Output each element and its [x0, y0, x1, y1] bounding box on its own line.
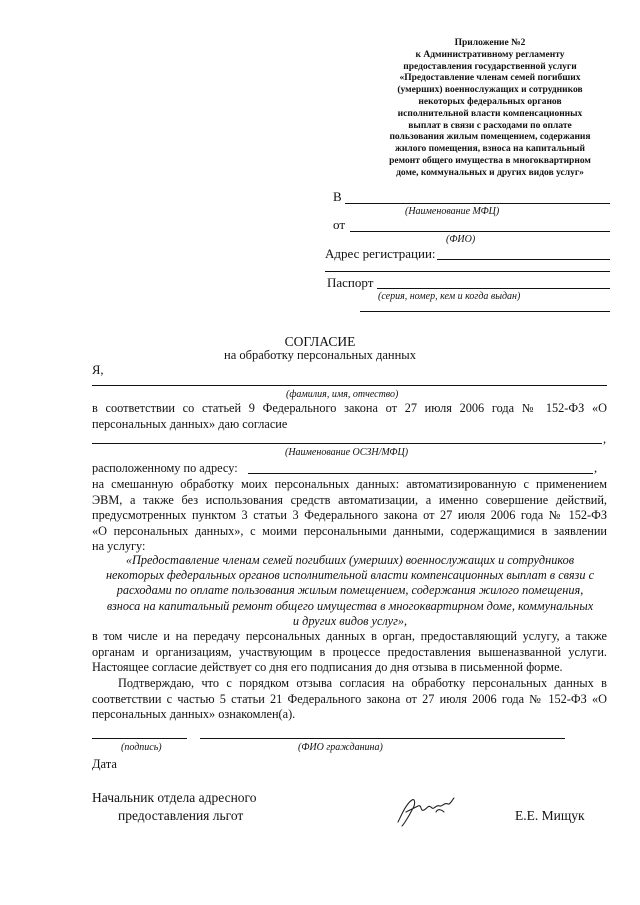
- fio-caption: (фамилия, имя, отчество): [286, 389, 399, 400]
- text-line: предусмотренных пунктом 3 статьи 3 Федерального закона от 27 июля 2006 года № 152-ФЗ: [92, 508, 607, 523]
- annex-line: выплат в связи с расходами по оплате: [408, 120, 572, 131]
- signature-field-line[interactable]: [92, 738, 187, 739]
- paragraph-processing: [92, 477, 607, 555]
- from-field-line[interactable]: [350, 231, 610, 232]
- annex-line: к Административному регламенту: [415, 49, 565, 60]
- text-line: в соответствии со статьей 9 Федерального закона от 27 июля 2006 года № 152-ФЗ «О: [92, 401, 607, 415]
- located-address-line[interactable]: [248, 473, 593, 474]
- text-line: на смешанную обработку моих персональных данных: автоматизированную с применением: [92, 477, 607, 491]
- annex-line: доме, коммунальных и других видов услуг»: [396, 167, 584, 178]
- address-field-line-2[interactable]: [325, 271, 610, 272]
- official-position-line2: предоставления льгот: [118, 808, 244, 823]
- address-label: Адрес регистрации:: [325, 246, 436, 261]
- from-caption: (ФИО): [446, 234, 476, 245]
- text-line: персональных данных» ознакомлен(а).: [92, 707, 296, 722]
- passport-field-line[interactable]: [377, 288, 610, 289]
- annex-line: «Предоставление членам семей погибших: [399, 73, 581, 84]
- comma: ,: [603, 432, 607, 446]
- document-subtitle: на обработку персональных данных: [224, 348, 416, 362]
- annex-line: некоторых федеральных органов: [418, 96, 562, 107]
- annex-line: Приложение №2: [454, 38, 526, 48]
- passport-label: Паспорт: [327, 275, 374, 290]
- text-line: в том числе и на передачу персональных данных в орган, предоставляющий услугу, а также: [92, 629, 607, 643]
- service-name: [100, 553, 600, 629]
- text-line: органам и организациям, участвующим в процессе предоставления вышеназванной услуги.: [92, 644, 607, 659]
- text-line: взноса на капитальный ремонт общего имущества в многоквартирном доме, коммунальных: [106, 598, 594, 613]
- annex-header: [335, 38, 640, 180]
- located-address-label: расположенному по адресу:: [92, 461, 238, 475]
- text-line: на услугу:: [92, 539, 146, 554]
- annex-line: пользования жилым помещением, содержания: [389, 132, 591, 143]
- paragraph-legal-basis: [92, 401, 607, 432]
- handwritten-signature-icon: [392, 792, 472, 832]
- address-field-line[interactable]: [437, 259, 610, 260]
- annex-line: исполнительной власти компенсационных: [397, 108, 583, 119]
- paragraph-transfer: [92, 629, 607, 676]
- from-label: от: [333, 217, 346, 232]
- to-field-line[interactable]: [345, 203, 610, 204]
- text-line: расходами по оплате пользования жилым помещением, содержания жилого помещения,: [116, 583, 584, 598]
- text-line: соответствии с частью 5 статьи 21 Федерального закона от 27 июля 2006 года № 152-ФЗ «О: [92, 691, 607, 706]
- text-line: «Предоставление членам семей погибших (умерших) военнослужащих и сотрудников: [125, 553, 575, 567]
- document-title: СОГЛАСИЕ: [284, 334, 356, 349]
- annex-line: ремонт общего имущества в многоквартирном: [389, 155, 591, 166]
- text-line: и других видов услуг»,: [292, 613, 408, 628]
- fio-field-line[interactable]: [92, 385, 607, 386]
- annex-line: предоставления государственной услуги: [403, 61, 577, 72]
- text-line: некоторых федеральных органов исполнительной власти компенсационных выплат в связи с: [105, 568, 595, 583]
- to-label: В: [333, 189, 342, 204]
- official-position-line1: Начальник отдела адресного: [92, 790, 257, 805]
- oszn-field-line[interactable]: [92, 443, 602, 444]
- passport-field-line-2[interactable]: [360, 311, 610, 312]
- date-label: Дата: [92, 757, 117, 771]
- annex-line: (умерших) военнослужащих и сотрудников: [397, 85, 583, 96]
- text-line: ЭВМ, а также без использования средств автоматизации, а именно совершение действий,: [92, 492, 607, 507]
- official-name: Е.Е. Мищук: [515, 808, 585, 823]
- paragraph-confirmation: [92, 676, 607, 723]
- citizen-fio-caption: (ФИО гражданина): [298, 742, 383, 753]
- to-caption: (Наименование МФЦ): [405, 206, 500, 217]
- annex-line: жилого помещения, взноса на капитальный: [395, 144, 585, 155]
- text-line: «О персональных данных», с моими персональными данными, содержащимися в заявлении: [92, 523, 607, 538]
- text-line: персональных данных» даю согласие: [92, 416, 288, 431]
- address-comma: ,: [594, 461, 598, 475]
- ya-label: Я,: [92, 363, 104, 377]
- citizen-fio-field-line[interactable]: [200, 738, 565, 739]
- passport-caption: (серия, номер, кем и когда выдан): [378, 291, 521, 302]
- signature-caption: (подпись): [121, 742, 162, 753]
- text-line: Настоящее согласие действует со дня его подписания до дня отзыва в письменной форме.: [92, 660, 563, 675]
- oszn-caption: (Наименование ОСЗН/МФЦ): [285, 447, 409, 458]
- text-line: Подтверждаю, что с порядком отзыва согласия на обработку персональных данных в: [118, 676, 607, 690]
